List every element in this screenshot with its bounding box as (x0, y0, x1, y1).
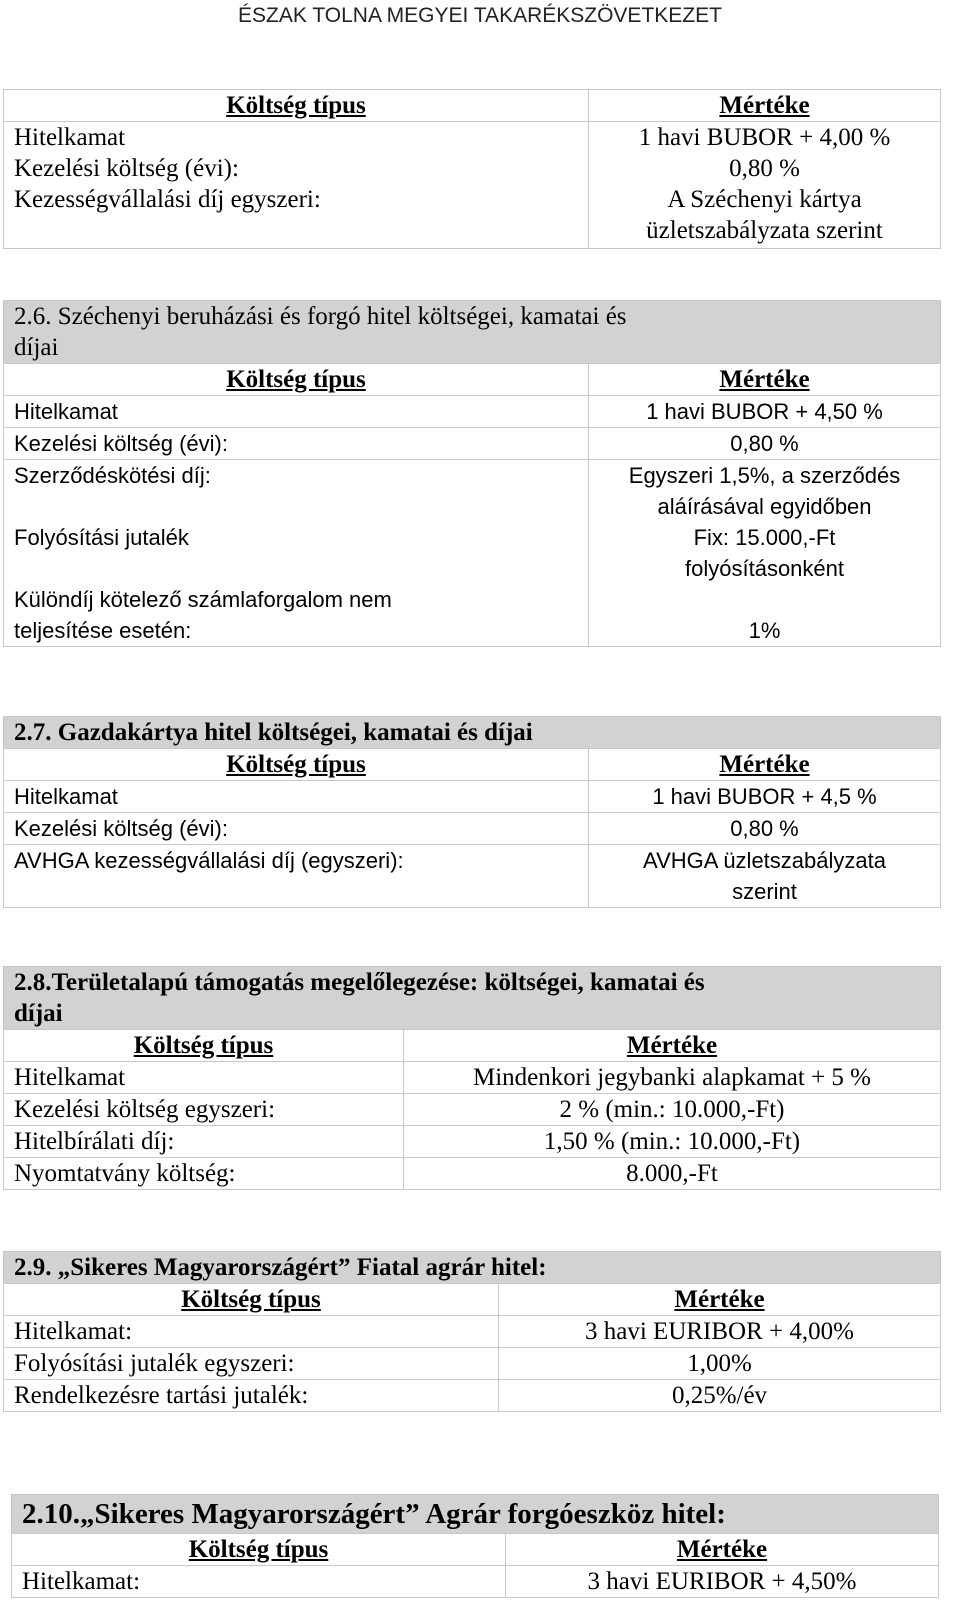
cost-label-line: Folyósítási jutalék (14, 525, 189, 550)
section-title-row (4, 717, 941, 749)
section-title-line: díjai (14, 1000, 63, 1027)
column-header-type: Költség típus (4, 1030, 404, 1062)
cost-value (589, 184, 941, 249)
cost-label: Kezelési költség egyszeri: (4, 1094, 404, 1126)
cost-value: 2 % (min.: 10.000,-Ft) (404, 1094, 941, 1126)
cost-label: AVHGA kezességvállalási díj (egyszeri): (4, 845, 589, 908)
cost-value: 3 havi EURIBOR + 4,00% (499, 1316, 941, 1348)
cost-value: 0,80 % (589, 153, 941, 184)
cost-table-section-2-8 (3, 966, 941, 1190)
column-header-amount: Mértéke (589, 90, 941, 122)
table-row (4, 845, 941, 908)
table-row (4, 1316, 941, 1348)
table-row (4, 153, 941, 184)
cost-value-line: üzletszabályzata szerint (646, 217, 883, 244)
column-header-type: Költség típus (4, 1284, 499, 1316)
cost-value-group (589, 460, 941, 647)
column-header-amount: Mértéke (589, 364, 941, 396)
cost-label: Nyomtatvány költség: (4, 1158, 404, 1190)
column-header-amount: Mértéke (589, 749, 941, 781)
cost-value: 0,80 % (589, 428, 941, 460)
table-row (4, 1126, 941, 1158)
cost-value-line: aláírásával egyidőben (657, 494, 872, 519)
section-title-line: 2.6. Széchenyi beruházási és forgó hitel költségei, kamatai és (14, 303, 627, 330)
cost-value-line (599, 584, 930, 615)
table-header-row (4, 90, 941, 122)
cost-label: Kezességvállalási díj egyszeri: (4, 184, 589, 249)
section-title-row (4, 301, 941, 364)
table-row (4, 122, 941, 154)
table-header-row (12, 1534, 939, 1566)
cost-table-section-2-9 (3, 1251, 941, 1412)
table-row (4, 1380, 941, 1412)
column-header-amount: Mértéke (499, 1284, 941, 1316)
cost-value: Mindenkori jegybanki alapkamat + 5 % (404, 1062, 941, 1094)
table-row (12, 1566, 939, 1598)
cost-value: 3 havi EURIBOR + 4,50% (506, 1566, 939, 1598)
table-row (4, 428, 941, 460)
cost-label: Hitelkamat: (12, 1566, 506, 1598)
cost-table-section-2-7 (3, 716, 941, 908)
table-row (4, 184, 941, 249)
table-row (4, 1158, 941, 1190)
cost-label: Kezelési költség (évi): (4, 153, 589, 184)
cost-value-line: szerint (732, 879, 797, 904)
table-row (4, 1062, 941, 1094)
cost-value: 1 havi BUBOR + 4,5 % (589, 781, 941, 813)
section-title-row (4, 1252, 941, 1284)
section-title: 2.10.„Sikeres Magyarországért” Agrár forgóeszköz hitel: (12, 1495, 939, 1534)
section-title (4, 301, 941, 364)
cost-label: Hitelkamat: (4, 1316, 499, 1348)
table-row (4, 813, 941, 845)
cost-value: 1,50 % (min.: 10.000,-Ft) (404, 1126, 941, 1158)
table-header-row (4, 749, 941, 781)
section-title: 2.7. Gazdakártya hitel költségei, kamatai és díjai (4, 717, 941, 749)
cost-label-line: Szerződéskötési díj: (14, 463, 211, 488)
cost-table-section-2-10 (11, 1494, 939, 1598)
cost-label: Kezelési költség (évi): (4, 428, 589, 460)
column-header-amount: Mértéke (506, 1534, 939, 1566)
cost-label: Kezelési költség (évi): (4, 813, 589, 845)
table-row (4, 396, 941, 428)
cost-value: 1 havi BUBOR + 4,00 % (589, 122, 941, 154)
cost-table-szechenyi-card (3, 89, 941, 249)
table-header-row (4, 1030, 941, 1062)
cost-label-line (14, 553, 578, 584)
cost-value-line: A Széchenyi kártya (667, 186, 862, 213)
page-header: ÉSZAK TOLNA MEGYEI TAKARÉKSZÖVETKEZET (238, 4, 722, 27)
cost-value (589, 845, 941, 908)
section-title-line: díjai (14, 334, 59, 361)
cost-label: Hitelbírálati díj: (4, 1126, 404, 1158)
cost-label: Folyósítási jutalék egyszeri: (4, 1348, 499, 1380)
table-row (4, 460, 941, 647)
section-title-row (4, 967, 941, 1030)
column-header-type: Költség típus (4, 90, 589, 122)
cost-value-line: AVHGA üzletszabályzata (643, 848, 886, 873)
section-title-line: 2.8.Területalapú támogatás megelőlegezése: költségei, kamatai és (14, 969, 705, 996)
table-header-row (4, 1284, 941, 1316)
cost-label: Hitelkamat (4, 781, 589, 813)
cost-label: Rendelkezésre tartási jutalék: (4, 1380, 499, 1412)
cost-value-line: folyósításonként (685, 556, 844, 581)
cost-label: Hitelkamat (4, 396, 589, 428)
cost-label-group (4, 460, 589, 647)
section-title (4, 967, 941, 1030)
cost-value: 0,25%/év (499, 1380, 941, 1412)
section-title: 2.9. „Sikeres Magyarországért” Fiatal agrár hitel: (4, 1252, 941, 1284)
column-header-amount: Mértéke (404, 1030, 941, 1062)
table-row (4, 1348, 941, 1380)
cost-value-line: 1% (748, 618, 781, 643)
cost-label-line: Különdíj kötelező számlaforgalom nem (14, 587, 392, 612)
cost-value-line: Egyszeri 1,5%, a szerződés (628, 463, 901, 488)
column-header-type: Költség típus (12, 1534, 506, 1566)
cost-label-line: teljesítése esetén: (14, 618, 192, 643)
section-title-row (12, 1495, 939, 1534)
cost-value: 8.000,-Ft (404, 1158, 941, 1190)
cost-value: 1,00% (499, 1348, 941, 1380)
table-row (4, 781, 941, 813)
cost-label-line (14, 491, 578, 522)
cost-value-line: Fix: 15.000,-Ft (693, 525, 836, 550)
cost-value: 1 havi BUBOR + 4,50 % (589, 396, 941, 428)
table-header-row (4, 364, 941, 396)
cost-table-section-2-6 (3, 300, 941, 647)
cost-label: Hitelkamat (4, 1062, 404, 1094)
table-row (4, 1094, 941, 1126)
column-header-type: Költség típus (4, 364, 589, 396)
cost-value: 0,80 % (589, 813, 941, 845)
cost-label: Hitelkamat (4, 122, 589, 154)
column-header-type: Költség típus (4, 749, 589, 781)
